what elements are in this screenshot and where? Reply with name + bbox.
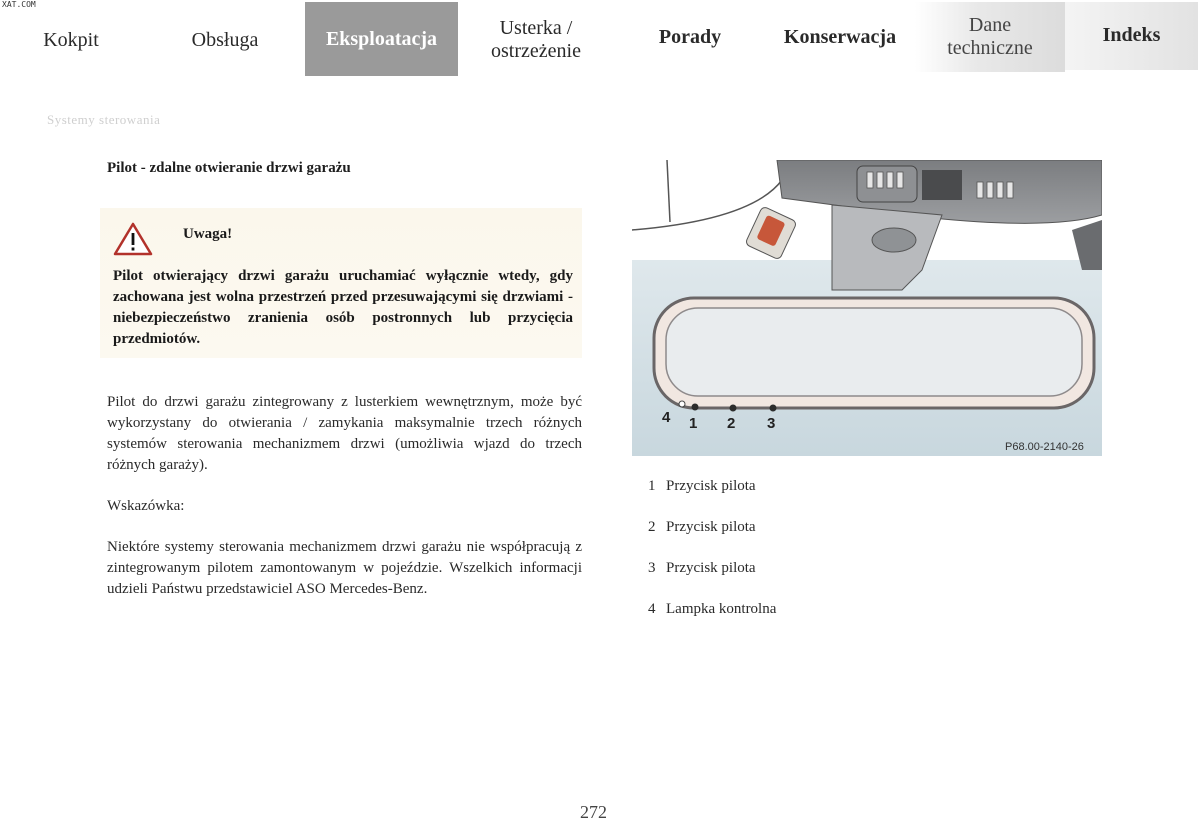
corner-label: XAT.COM — [2, 0, 36, 9]
paragraph-intro: Pilot do drzwi garażu zintegrowany z lusterkiem wewnętrznym, może być wykorzystany do otwierania / zamykania maksymalnie trzech różnych systemów sterowania mechanizmem drzwi (umożliwia wjazd do trzech różnych garaży). — [107, 394, 582, 473]
page-heading: Pilot - zdalne otwieranie drzwi garażu — [107, 160, 351, 176]
legend-item — [648, 601, 776, 618]
chapter-navigation — [0, 0, 1200, 78]
tab-usterka-label-line2: ostrzeżenie — [491, 40, 581, 62]
legend-item — [648, 560, 756, 577]
tab-eksploatacja-label: Eksploatacja — [325, 27, 438, 50]
legend-number: 1 — [648, 478, 656, 494]
callout-2: 2 — [727, 415, 736, 432]
tab-indeks[interactable] — [1065, 2, 1198, 70]
tab-kokpit[interactable] — [0, 2, 142, 78]
tab-dane-techniczne[interactable] — [915, 2, 1065, 72]
legend-item — [648, 519, 756, 536]
tab-porady[interactable] — [620, 2, 760, 72]
tab-konserwacja[interactable] — [770, 2, 910, 72]
legend-label: Przycisk pilota — [666, 519, 756, 535]
tab-dane-label-line1: Dane — [968, 14, 1012, 36]
legend-item — [648, 478, 756, 495]
section-header: Systemy sterowania — [47, 112, 161, 127]
page-number: 272 — [580, 802, 607, 822]
legend-label: Przycisk pilota — [666, 560, 756, 576]
legend-label: Lampka kontrolna — [666, 601, 777, 617]
warning-text: Pilot otwierający drzwi garażu uruchamiać wyłącznie wtedy, gdy zachowana jest wolna przestrzeń przed przesuwającymi się drzwiami - niebezpieczeństwo zranienia osób postronnych lub przycięcia przedmiotów. — [113, 268, 573, 347]
tab-usterka-label-line1: Usterka / — [499, 17, 573, 39]
tab-indeks-label: Indeks — [1102, 24, 1161, 46]
callout-3: 3 — [767, 415, 776, 432]
warning-triangle-icon — [113, 222, 153, 256]
tab-obsluga-label: Obsługa — [191, 28, 259, 51]
tab-porady-label: Porady — [658, 25, 722, 48]
warning-title: Uwaga! — [183, 226, 233, 242]
legend-number: 4 — [648, 601, 656, 617]
tab-usterka[interactable] — [466, 2, 606, 78]
callout-4: 4 — [662, 409, 671, 426]
callout-1: 1 — [689, 415, 698, 432]
legend-number: 2 — [648, 519, 656, 535]
tab-dane-label-line2: techniczne — [947, 37, 1033, 59]
mirror-illustration — [632, 160, 1102, 456]
tab-konserwacja-label: Konserwacja — [783, 25, 897, 48]
tab-obsluga[interactable] — [150, 2, 300, 78]
tab-kokpit-label: Kokpit — [43, 28, 99, 51]
paragraph-note: Niektóre systemy sterowania mechanizmem drzwi garażu nie współpracują z zintegrowanym pilotem zamontowanym w pojeździe. Wszelkich informacji udzieli Państwu przedstawiciel ASO Mercedes-Benz. — [107, 539, 582, 597]
legend-label: Przycisk pilota — [666, 478, 756, 494]
tab-eksploatacja[interactable] — [305, 2, 458, 76]
note-label: Wskazówka: — [107, 498, 185, 514]
figure-code: P68.00-2140-26 — [1005, 441, 1084, 453]
legend-number: 3 — [648, 560, 656, 576]
